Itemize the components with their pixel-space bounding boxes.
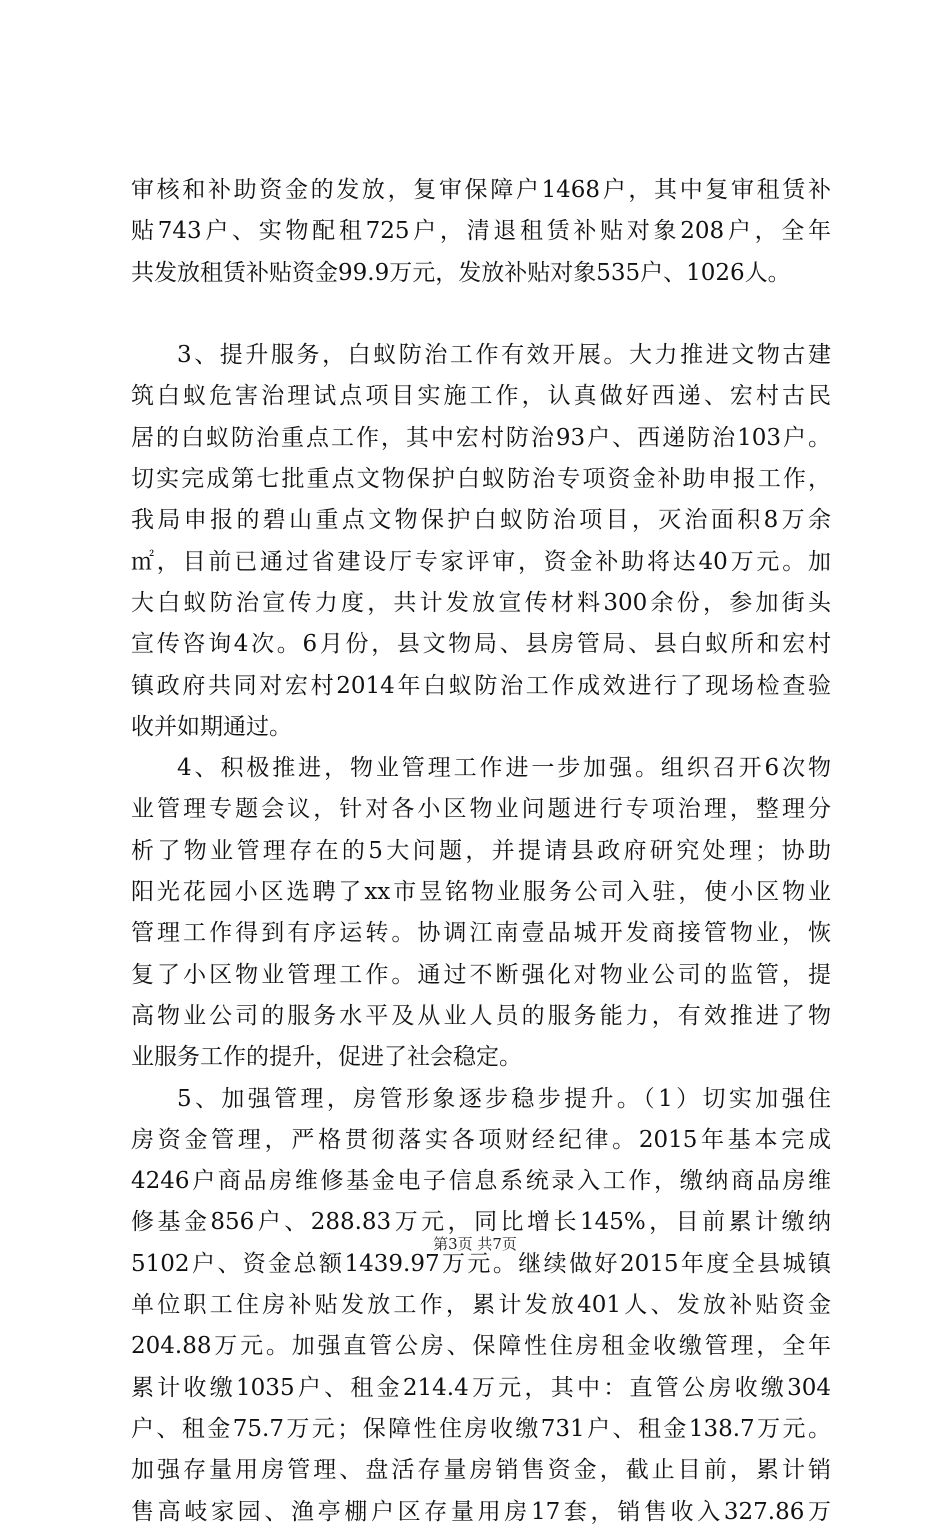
- text-line: 204.88万元。加强直管公房、保障性住房租金收缴管理，全年: [131, 1333, 831, 1360]
- text-line: 我局申报的碧山重点文物保护白蚁防治项目，灭治面积8万余: [131, 507, 831, 534]
- text-line: 宣传咨询4次。6月份，县文物局、县房管局、县白蚁所和宏村: [131, 631, 831, 658]
- page-number-footer: 第3页 共7页: [433, 1235, 517, 1253]
- text-line: 业服务工作的提升，促进了社会稳定。: [131, 1044, 522, 1071]
- text-line: 镇政府共同对宏村2014年白蚁防治工作成效进行了现场检查验: [131, 672, 831, 699]
- text-line: 居的白蚁防治重点工作，其中宏村防治93户、西递防治103户。: [131, 424, 831, 451]
- paragraph-gap: [131, 294, 831, 335]
- paragraph-continuation: [131, 170, 831, 294]
- text-line: 收并如期通过。: [131, 713, 292, 740]
- text-line: 高物业公司的服务水平及从业人员的服务能力，有效推进了物: [131, 1002, 831, 1029]
- text-line: 阳光花园小区选聘了xx市昱铭物业服务公司入驻，使小区物业: [131, 879, 831, 906]
- text-line: 3、提升服务，白蚁防治工作有效开展。大力推进文物古建: [177, 342, 831, 369]
- text-line: 售高岐家园、渔亭棚户区存量用房17套，销售收入327.86万: [131, 1498, 831, 1525]
- text-line: 大白蚁防治宣传力度，共计发放宣传材料300余份，参加街头: [131, 589, 831, 616]
- text-line: 筑白蚁危害治理试点项目实施工作，认真做好西递、宏村古民: [131, 383, 831, 410]
- text-line: 4、积极推进，物业管理工作进一步加强。组织召开6次物: [177, 755, 831, 782]
- text-line: 管理工作得到有序运转。协调江南壹品城开发商接管物业，恢: [131, 920, 831, 947]
- text-line: 房资金管理，严格贯彻落实各项财经纪律。2015年基本完成: [131, 1126, 831, 1153]
- text-line: 加强存量用房管理、盘活存量房销售资金，截止目前，累计销: [131, 1457, 831, 1484]
- paragraph-termite-control: [131, 335, 831, 748]
- text-line: 5、加强管理，房管形象逐步稳步提升。（1）切实加强住: [177, 1085, 831, 1112]
- text-line: 业管理专题会议，针对各小区物业问题进行专项治理，整理分: [131, 796, 831, 823]
- paragraph-property-management: [131, 748, 831, 1078]
- text-line: 共发放租赁补贴资金99.9万元，发放补贴对象535户、1026人。: [131, 259, 791, 286]
- text-line: 户、租金75.7万元；保障性住房收缴731户、租金138.7万元。: [131, 1415, 831, 1442]
- text-line: 4246户商品房维修基金电子信息系统录入工作，缴纳商品房维: [131, 1168, 831, 1195]
- text-line: 审核和补助资金的发放，复审保障户1468户，其中复审租赁补: [131, 177, 831, 203]
- text-line: 切实完成第七批重点文物保护白蚁防治专项资金补助申报工作，: [131, 466, 831, 493]
- text-line: 单位职工住房补贴发放工作，累计发放401人、发放补贴资金: [131, 1292, 831, 1319]
- text-line: ㎡，目前已通过省建设厅专家评审，资金补助将达40万元。加: [131, 548, 831, 575]
- text-line: 析了物业管理存在的5大问题，并提请县政府研究处理；协助: [131, 837, 831, 864]
- text-line: 5102户、资金总额1439.97万元。继续做好2015年度全县城镇: [131, 1250, 831, 1277]
- text-line: 复了小区物业管理工作。通过不断强化对物业公司的监管，提: [131, 961, 831, 988]
- document-body: [131, 170, 831, 1533]
- text-line: 修基金856户、288.83万元，同比增长145%，目前累计缴纳: [131, 1209, 831, 1236]
- text-line: 累计收缴1035户、租金214.4万元，其中：直管公房收缴304: [131, 1374, 831, 1401]
- text-line: 贴743户、实物配租725户，清退租赁补贴对象208户，全年: [131, 218, 831, 245]
- paragraph-housing-management: [131, 1079, 831, 1533]
